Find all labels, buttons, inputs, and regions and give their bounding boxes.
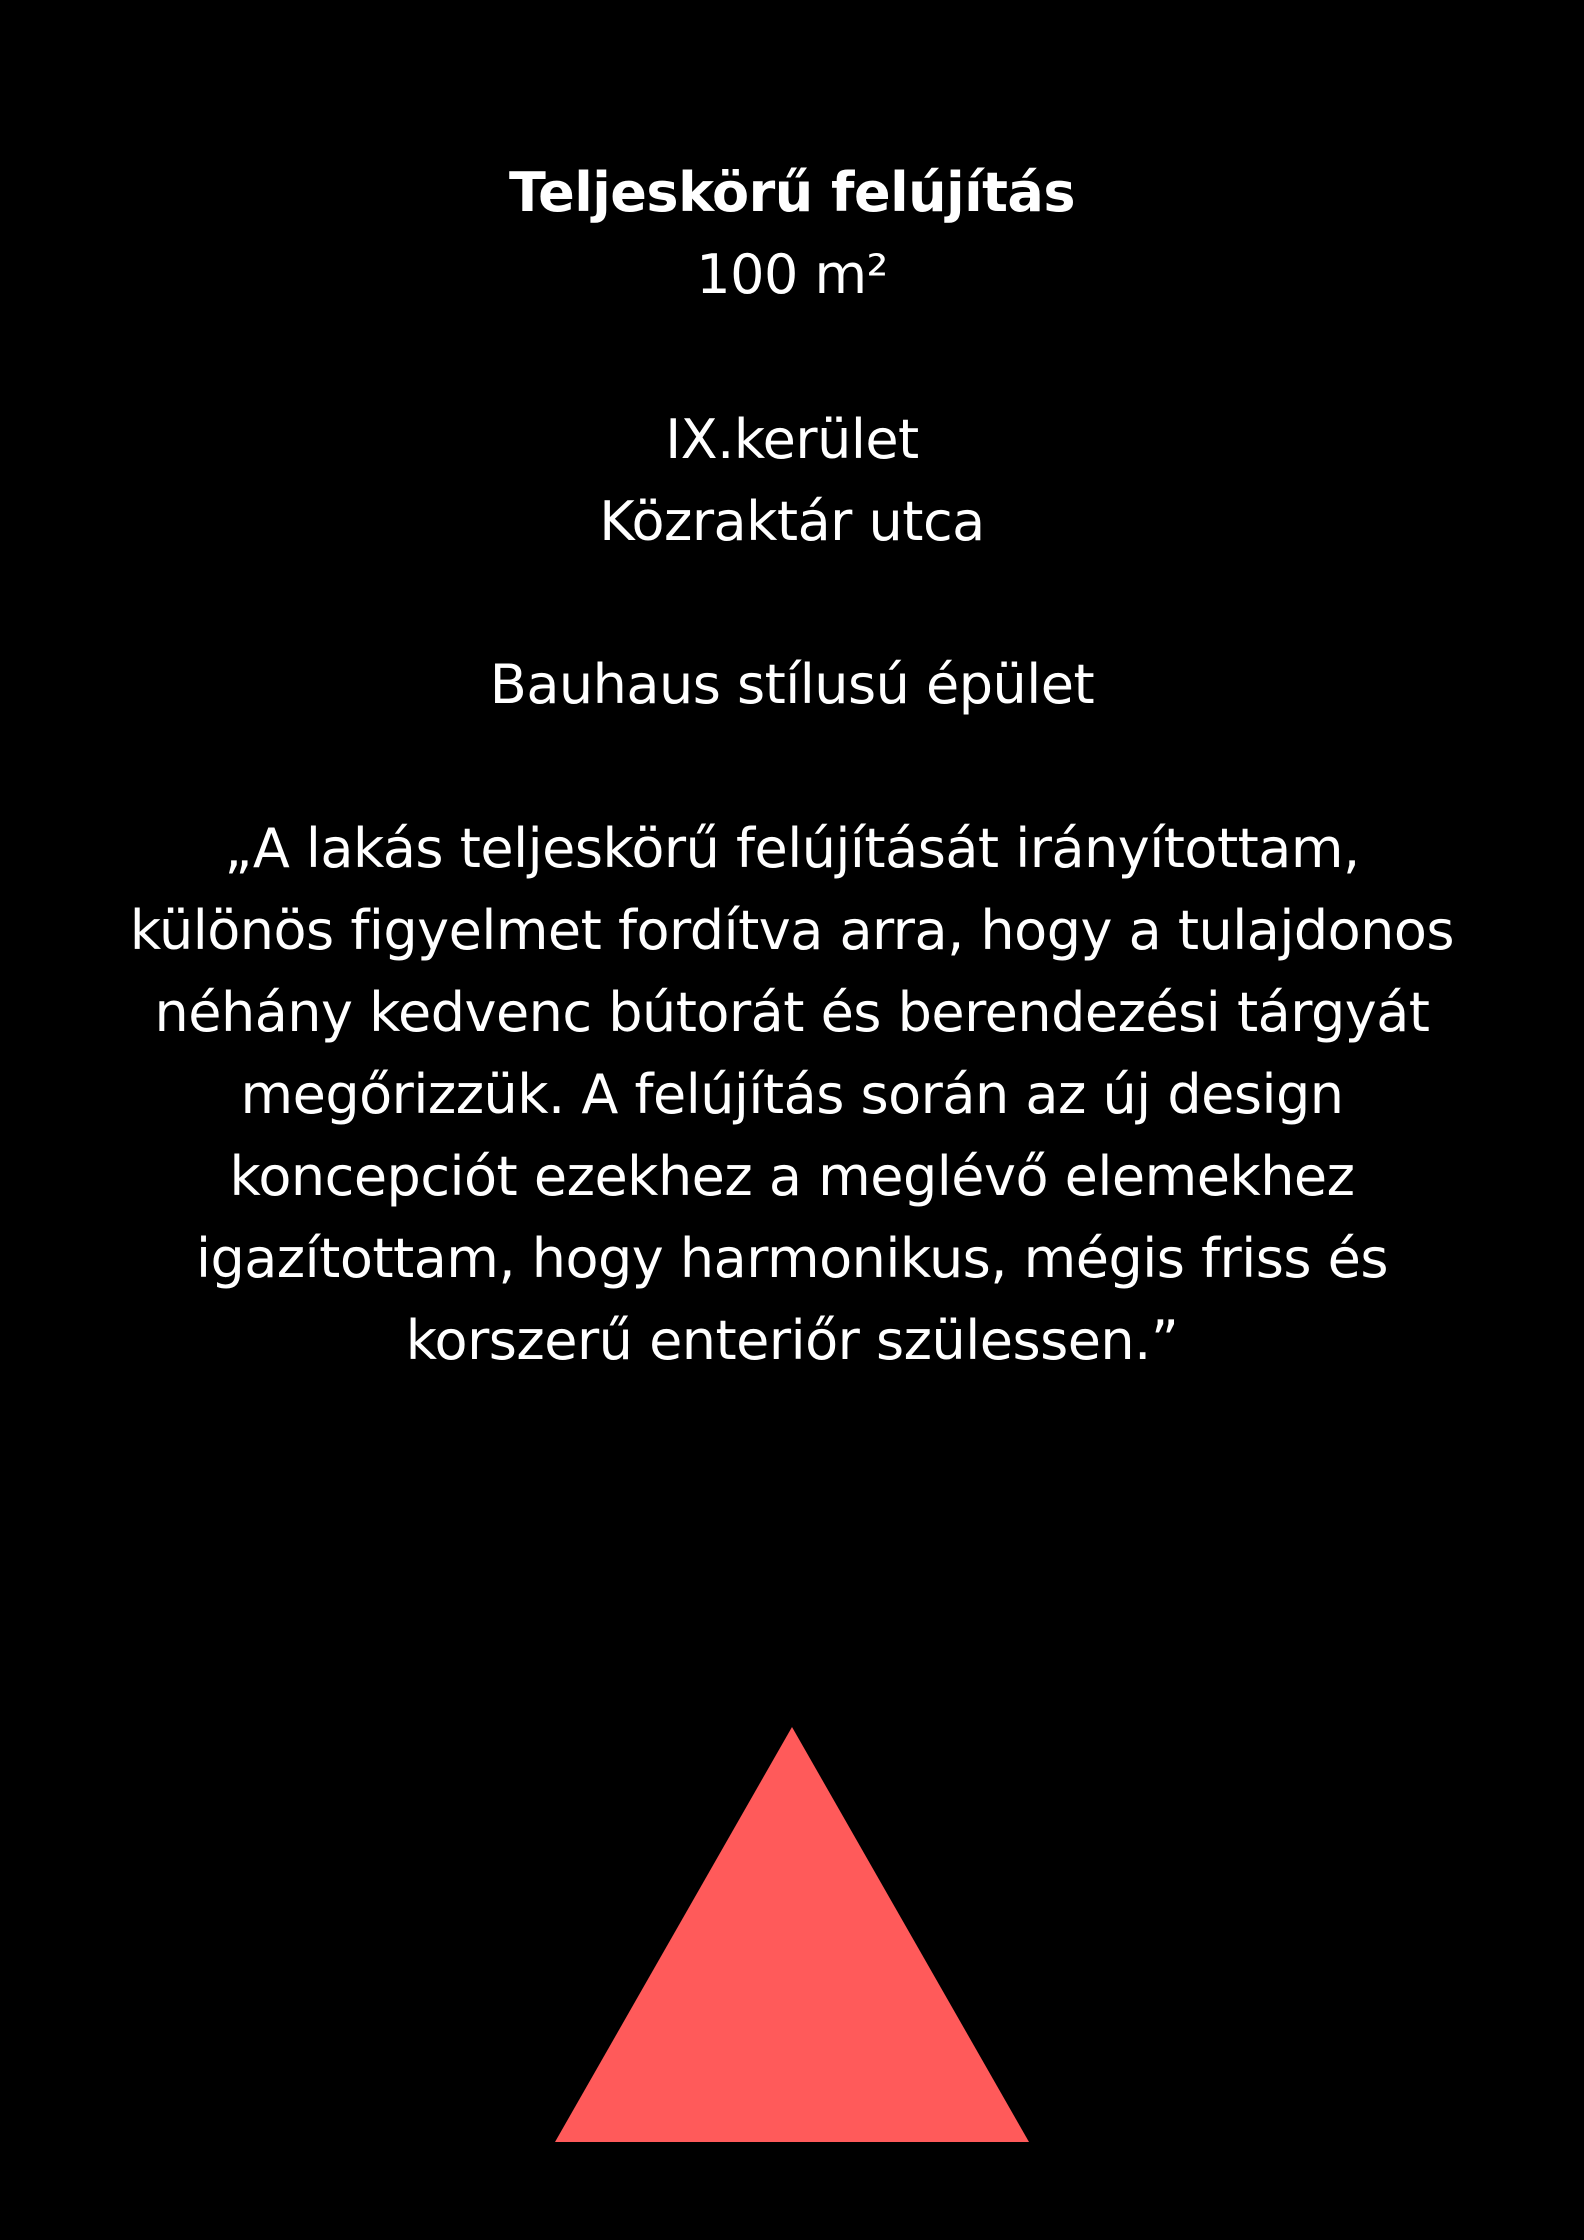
- quote-line: különös figyelmet fordítva arra, hogy a tulajdonos: [129, 899, 1455, 962]
- quote-line: koncepciót ezekhez a meglévő elemekhez: [229, 1145, 1355, 1208]
- quote-line: megőrizzük. A felújítás során az új design: [240, 1063, 1344, 1126]
- project-title: Teljeskörű felújítás: [509, 161, 1075, 224]
- quote-line: korszerű enteriőr szülessen.”: [405, 1309, 1179, 1372]
- quote-line: „A lakás teljeskörű felújítását irányítottam,: [224, 817, 1360, 880]
- project-area: 100 m²: [696, 243, 888, 306]
- building-style: Bauhaus stílusú épület: [489, 653, 1095, 716]
- quote-line: igazítottam, hogy harmonikus, mégis friss és: [195, 1227, 1389, 1290]
- project-street: Közraktár utca: [599, 490, 985, 553]
- project-district: IX.kerület: [665, 408, 919, 471]
- quote-line: néhány kedvenc bútorát és berendezési tárgyát: [154, 981, 1430, 1044]
